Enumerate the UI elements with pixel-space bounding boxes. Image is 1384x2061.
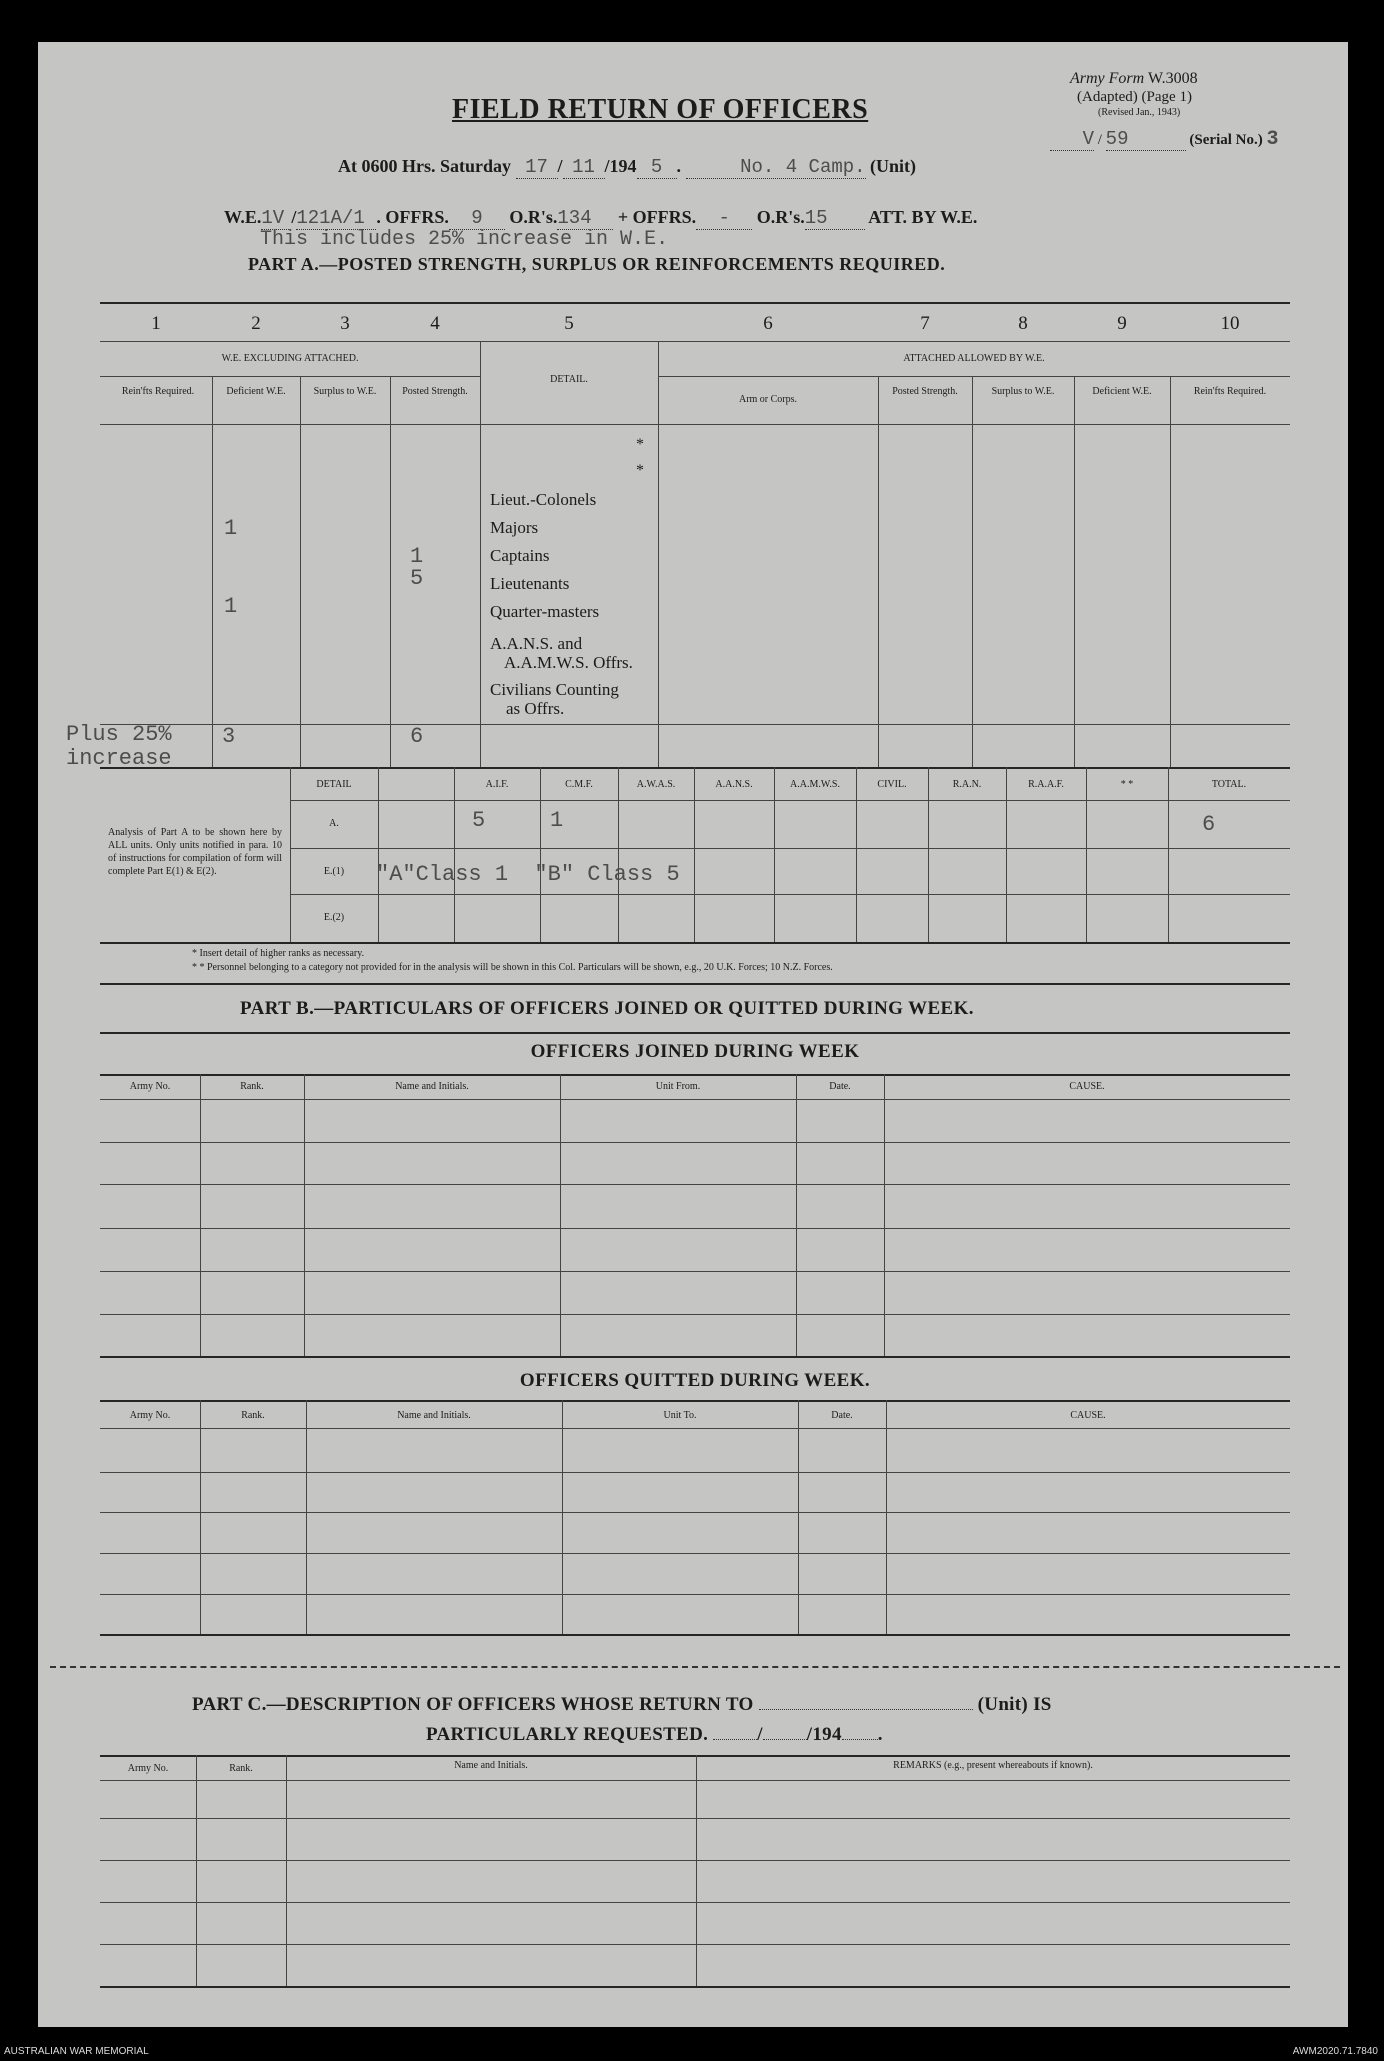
part-c-title-2: PARTICULARLY REQUESTED. / /194 .	[426, 1724, 883, 1745]
att-label: ATT. BY W.E.	[868, 207, 978, 227]
col-number: 9	[1117, 313, 1127, 334]
offrs-value: 9	[449, 207, 505, 230]
col-number: 4	[430, 313, 440, 334]
we-part1: 1V	[261, 207, 291, 230]
analysis-header: * *	[1120, 779, 1134, 790]
serial-line: V / 59 (Serial No.) 3	[1050, 128, 1279, 151]
analysis-header: A.A.N.S.	[715, 779, 753, 790]
date-line: At 0600 Hrs. Saturday 17 / 11 /194 5 . No. 4 Camp. (Unit)	[338, 156, 917, 178]
pa-v1	[212, 376, 213, 767]
part-c-day-blank	[713, 1739, 757, 1740]
quitted-col: Unit To.	[663, 1410, 697, 1421]
footnote-2: * * Personnel belonging to a category not provided for in the analysis will be shown in this Col. Particulars will be shown, e.g., 20 U.K. Forces; 10 N.Z. Forces.	[192, 962, 833, 973]
quitted-row-rule	[100, 1512, 1290, 1513]
footnote-1: * Insert detail of higher ranks as necessary.	[192, 948, 365, 959]
col-number: 1	[151, 313, 161, 334]
quitted-row-rule	[100, 1553, 1290, 1554]
part-a-top-rule	[100, 302, 1290, 304]
posted-value: 1	[410, 544, 424, 569]
deficient-value: 1	[224, 516, 238, 541]
col-number: 7	[920, 313, 930, 334]
pa-v4	[480, 341, 481, 767]
qv2	[306, 1400, 307, 1634]
part-a-bottom-rule	[100, 767, 1290, 769]
detail-header: DETAIL.	[550, 374, 588, 385]
analysis-note: Analysis of Part A to be shown here by ALL units. Only units notified in para. 10 of instructions for compilation of form will complete Part E(1) & E(2).	[108, 827, 282, 877]
serial-mid: 59	[1106, 128, 1186, 151]
form-adapted: (Adapted) (Page 1)	[1077, 89, 1192, 105]
an-v9	[1006, 767, 1007, 942]
rank-label: Lieut.-Colonels	[490, 490, 597, 509]
ors-label: O.R's.	[509, 207, 558, 227]
right-col-header: Surplus to W.E.	[991, 386, 1055, 397]
form-number-value: W.3008	[1147, 70, 1198, 87]
rank-label: Majors	[490, 518, 539, 537]
part-c-row-rule	[100, 1944, 1290, 1945]
ors-value: 134	[557, 207, 613, 230]
quitted-col: Name and Initials.	[397, 1410, 471, 1421]
an-v11	[1168, 767, 1169, 942]
footer-left: AUSTRALIAN WAR MEMORIAL	[4, 2046, 149, 2057]
footnote-rule	[100, 983, 1290, 985]
rank-label: Quarter-masters	[490, 602, 600, 621]
deficient-value: 1	[224, 594, 238, 619]
footer-right: AWM2020.71.7840	[1292, 2046, 1378, 2057]
quitted-head-rule	[100, 1428, 1290, 1429]
an-v6	[774, 767, 775, 942]
joined-col: Unit From.	[655, 1081, 701, 1092]
unit-value: No. 4 Camp.	[686, 156, 866, 179]
date-line-prefix: At 0600 Hrs. Saturday	[338, 156, 512, 176]
analysis-header: A.A.M.W.S.	[790, 779, 840, 790]
date-year-digit: 5	[637, 156, 677, 179]
quitted-col: Rank.	[241, 1410, 265, 1421]
col-number: 2	[251, 313, 261, 334]
col-number: 3	[340, 313, 350, 334]
offrs2-value: -	[696, 207, 752, 230]
an-v3	[540, 767, 541, 942]
analysis-row-rule	[290, 848, 1290, 849]
quitted-row-rule	[100, 1594, 1290, 1595]
col-number: 10	[1220, 313, 1240, 334]
left-col-header: Deficient W.E.	[226, 386, 286, 397]
plus-note: increase	[66, 746, 172, 771]
aif-a-value: 5	[472, 808, 486, 833]
posted-total: 6	[410, 724, 424, 749]
part-c-top-rule	[100, 1755, 1290, 1757]
posted-value: 5	[410, 566, 424, 591]
form-number	[1070, 70, 1198, 88]
part-c-row-rule	[100, 1860, 1290, 1861]
part-a-body-rule	[100, 724, 1290, 725]
part-c-requested: PARTICULARLY REQUESTED.	[426, 1724, 709, 1745]
pa-v2	[300, 376, 301, 767]
analysis-header: DETAIL	[316, 779, 352, 790]
part-c-unit-is: (Unit) IS	[977, 1694, 1052, 1715]
joined-bottom-rule	[100, 1356, 1290, 1358]
quitted-col: CAUSE.	[1070, 1410, 1106, 1421]
cv1	[196, 1755, 197, 1986]
offrs-label: OFFRS.	[385, 207, 449, 227]
part-a-title: PART A.—POSTED STRENGTH, SURPLUS OR REINFORCEMENTS REQUIRED.	[248, 254, 946, 274]
unit-label: (Unit)	[870, 156, 917, 176]
joined-top-rule	[100, 1074, 1290, 1076]
col-number: 8	[1018, 313, 1028, 334]
form-title: FIELD RETURN OF OFFICERS	[452, 94, 869, 125]
analysis-header: A.W.A.S.	[636, 779, 676, 790]
col-number: 5	[564, 313, 574, 334]
an-v7	[856, 767, 857, 942]
pa-v8	[1074, 376, 1075, 767]
quitted-title: OFFICERS QUITTED DURING WEEK.	[519, 1370, 871, 1391]
pa-v6	[878, 376, 879, 767]
part-a-group-rule-right	[658, 376, 1290, 377]
joined-col: Date.	[829, 1081, 851, 1092]
cv2	[286, 1755, 287, 1986]
left-col-header: Posted Strength.	[402, 386, 468, 397]
rank-label: as Offrs.	[506, 699, 565, 718]
quitted-top-rule	[100, 1400, 1290, 1402]
offrs-label-2: OFFRS.	[632, 207, 697, 227]
pa-v9	[1170, 376, 1171, 767]
joined-row-rule	[100, 1142, 1290, 1143]
cmf-a-value: 1	[550, 808, 564, 833]
joined-row-rule	[100, 1314, 1290, 1315]
right-col-header: Deficient W.E.	[1092, 386, 1152, 397]
joined-col: Army No.	[129, 1081, 171, 1092]
part-c-col: Rank.	[229, 1763, 253, 1774]
part-c-row-rule	[100, 1818, 1290, 1819]
joined-row-rule	[100, 1228, 1290, 1229]
we-excluding-header: W.E. EXCLUDING ATTACHED.	[221, 353, 359, 364]
form-number-italic: Army Form	[1070, 70, 1145, 87]
rank-label: Captains	[490, 546, 550, 565]
we-line: W.E.1V /121A/1 . OFFRS. 9 O.R's.134 + OFFRS. - O.R's.15 ATT. BY W.E.	[224, 207, 978, 229]
analysis-bottom-rule	[100, 942, 1290, 944]
part-c-slash: /	[757, 1724, 763, 1745]
an-v8	[928, 767, 929, 942]
analysis-row-rule	[290, 894, 1290, 895]
analysis-header: A.I.F.	[485, 779, 509, 790]
form-revised: (Revised Jan., 1943)	[1098, 107, 1181, 118]
rank-label: A.A.N.S. and	[490, 634, 583, 653]
right-col-header: Posted Strength.	[892, 386, 958, 397]
part-c-title-1	[192, 1694, 1052, 1716]
qv3	[562, 1400, 563, 1634]
ors2-value: 15	[805, 207, 865, 230]
part-c-year-blank	[842, 1739, 878, 1740]
we-label: W.E.	[224, 207, 262, 227]
asterisk: *	[636, 436, 644, 453]
qv1	[200, 1400, 201, 1634]
part-c-col: Name and Initials.	[454, 1760, 528, 1771]
total-a-value: 6	[1202, 812, 1216, 837]
we-part2: 121A/1	[296, 207, 376, 230]
date-year-prefix: 194	[609, 156, 637, 176]
part-a-numbers-rule	[100, 341, 1290, 342]
qv4	[798, 1400, 799, 1634]
an-v1	[378, 767, 379, 942]
part-c-bottom-rule	[100, 1986, 1290, 1988]
joined-col: CAUSE.	[1069, 1081, 1105, 1092]
part-c-month-blank	[763, 1739, 807, 1740]
part-b-title: PART B.—PARTICULARS OF OFFICERS JOINED OR QUITTED DURING WEEK.	[240, 998, 974, 1019]
part-c-title-text: PART C.—DESCRIPTION OF OFFICERS WHOSE RETURN TO	[192, 1694, 754, 1715]
quitted-col: Date.	[831, 1410, 853, 1421]
an-v2	[454, 767, 455, 942]
analysis-header: C.M.F.	[565, 779, 593, 790]
analysis-row-label: E.(1)	[323, 866, 345, 877]
col-number: 6	[763, 313, 773, 334]
serial-prefix: V	[1050, 128, 1094, 151]
ors-label-2: O.R's.	[756, 207, 805, 227]
pa-v3	[390, 376, 391, 767]
e1-typed-value: "A"Class 1 "B" Class 5	[376, 862, 680, 887]
plus-sign: +	[617, 207, 629, 227]
part-c-row-rule	[100, 1902, 1290, 1903]
an-v4	[618, 767, 619, 942]
qv5	[886, 1400, 887, 1634]
rank-label: A.A.M.W.S. Offrs.	[504, 653, 633, 672]
pa-v7	[972, 376, 973, 767]
cv3	[696, 1755, 697, 1986]
right-col-header: Rein'fts Required.	[1193, 386, 1267, 397]
quitted-row-rule	[100, 1472, 1290, 1473]
serial-number: 3	[1266, 128, 1279, 151]
part-c-col: REMARKS (e.g., present whereabouts if known).	[893, 1760, 1093, 1771]
right-col-header: Arm or Corps.	[738, 394, 798, 405]
part-c-year: /194	[806, 1724, 842, 1745]
rank-label: Civilians Counting	[490, 680, 619, 699]
joined-row-rule	[100, 1184, 1290, 1185]
analysis-row-label: E.(2)	[323, 912, 345, 923]
part-c-unit-blank	[759, 1709, 973, 1710]
an-v10	[1086, 767, 1087, 942]
serial-label: (Serial No.)	[1189, 132, 1263, 148]
typed-note: This includes 25% increase in W.E.	[260, 228, 669, 251]
asterisk: *	[636, 462, 644, 479]
tear-line	[50, 1666, 1340, 1668]
joined-title: OFFICERS JOINED DURING WEEK	[530, 1041, 860, 1062]
analysis-head-rule	[290, 800, 1290, 801]
left-col-header: Rein'fts Required.	[121, 386, 195, 397]
left-col-header: Surplus to W.E.	[313, 386, 377, 397]
part-b-rule	[100, 1032, 1290, 1034]
analysis-header: CIVIL.	[877, 779, 907, 790]
joined-col: Rank.	[240, 1081, 264, 1092]
part-c-head-rule	[100, 1780, 1290, 1781]
analysis-header: R.A.N.	[952, 779, 982, 790]
rank-label: Lieutenants	[490, 574, 570, 593]
joined-col: Name and Initials.	[395, 1081, 469, 1092]
part-a-group-rule	[100, 376, 480, 377]
an-v5	[694, 767, 695, 942]
joined-row-rule	[100, 1271, 1290, 1272]
date-month: 11	[563, 156, 605, 179]
attached-header: ATTACHED ALLOWED BY W.E.	[903, 353, 1045, 364]
date-day: 17	[516, 156, 558, 179]
quitted-col: Army No.	[129, 1410, 171, 1421]
plus-note: Plus 25%	[66, 722, 172, 747]
joined-head-rule	[100, 1099, 1290, 1100]
quitted-bottom-rule	[100, 1634, 1290, 1636]
analysis-header: R.A.A.F.	[1028, 779, 1064, 790]
analysis-row-label: A.	[329, 818, 339, 829]
part-c-col: Army No.	[127, 1763, 169, 1774]
deficient-total: 3	[222, 724, 236, 749]
analysis-header: TOTAL.	[1211, 779, 1247, 790]
part-a-colhead-rule	[100, 424, 1290, 425]
